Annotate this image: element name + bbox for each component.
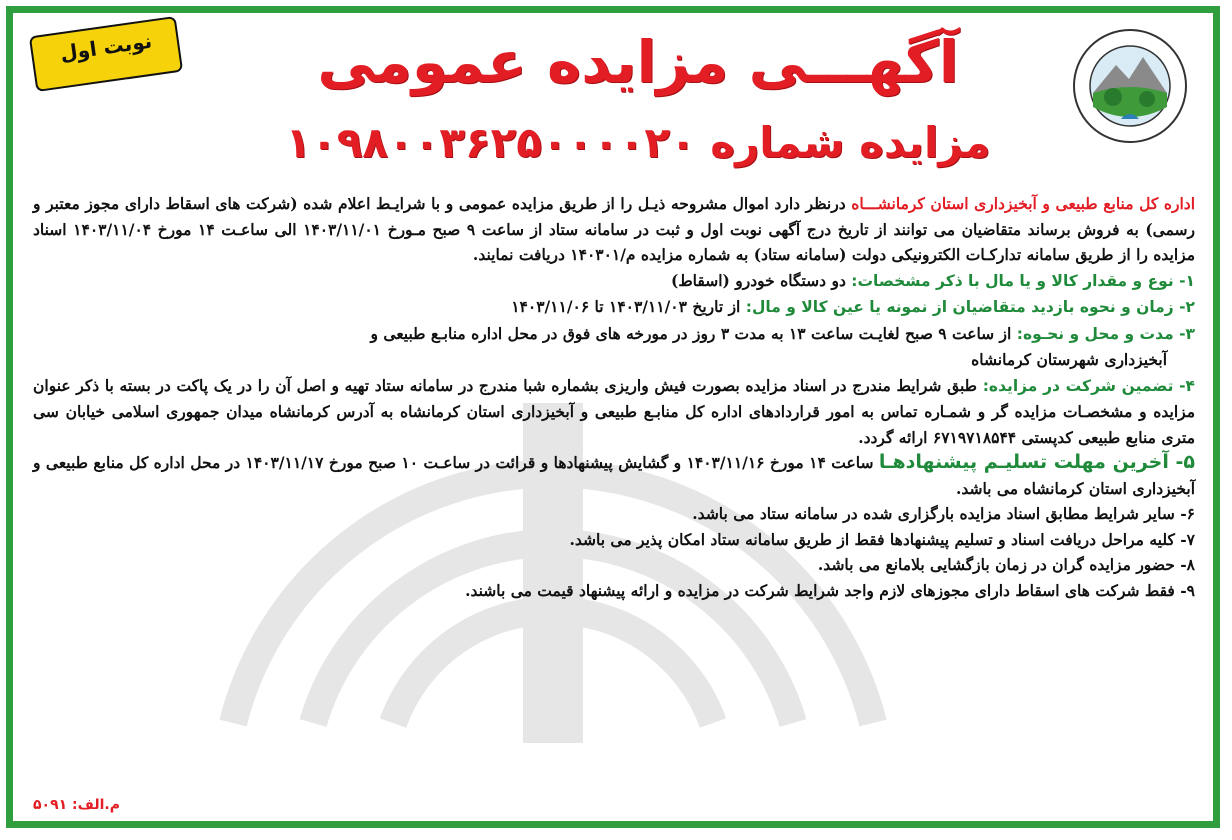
item-3-label: ۳- مدت و محل و نحـوه: <box>1016 324 1195 343</box>
advertisement-frame <box>6 6 1220 828</box>
auction-number: مزایده شماره ۱۰۹۸۰۰۳۶۲۵۰۰۰۰۲۰ <box>285 118 991 167</box>
page-title: آگهـــی مزایده عمومی <box>317 28 959 96</box>
item-5 <box>33 450 1195 501</box>
intro-text: درنظر دارد اموال مشروحه ذیـل را از طریق مزایده عمومی و با شرایـط اعلام شده (شرکت های اسقاط دارای مجوز معتبر و رسمی) به فروش برساند متقاضیان می توانند از تاریخ درج آگهی نوبت اول و ثبت در سامانه ستاد از ساعت ۹ صبح مـورخ ۱۴۰۳/۱۱/۰۱ الی ساعـت ۱۴ مورخ ۱۴۰۳/۱۱/۰۴ اسناد مزایده را از طریق سامانه تدارکـات الکترونیکی دولت (سامانه ستاد) به شماره مزایده م/۱۴۰۳۰۱ دریافت نمایند. <box>33 194 1196 264</box>
item-5-label: ۵- آخرین مهلت تسلیـم پیشنهادهـا <box>878 451 1195 473</box>
note-7: ۷- کلیه مراحل دریافت اسناد و تسلیم پیشنهادها فقط از طریق سامانه ستاد امکان پذیر می باشد. <box>569 529 1195 549</box>
item-3 <box>33 321 1195 348</box>
note-9: ۹- فقط شرکت های اسقاط دارای مجوزهای لازم واجد شرایط شرکت در مزایده و ارائه پیشنهاد قیمت می باشند. <box>465 580 1195 600</box>
note-6: ۶- سایر شرایط مطابق اسناد مزایده بارگزاری شده در سامانه ستاد می باشد. <box>692 504 1195 523</box>
item-1-label: ۱- نوع و مقدار کالا و یا مال با ذکر مشخصات: <box>851 271 1195 290</box>
item-2-text: از تاریخ ۱۴۰۳/۱۱/۰۳ تا ۱۴۰۳/۱۱/۰۶ <box>511 297 746 316</box>
item-2-label: ۲- زمان و نحوه بازدید متقاضیان از نمونه یا عین کالا و مال: <box>745 298 1195 316</box>
item-5-text: ساعت ۱۴ مورخ ۱۴۰۳/۱۱/۱۶ و گشایش پیشنهادها و قرائت در ساعـت ۱۰ صبح مورخ ۱۴۰۳/۱۱/۱۷ در محل اداره کل منابع طبیعی و آبخیزداری استان کرمانشاه می باشد. <box>33 453 1195 498</box>
item-4-label: ۴- تضمین شرکت در مزایده: <box>982 376 1195 395</box>
item-1-text: دو دستگاه خودرو (اسقاط) <box>670 270 852 290</box>
item-2 <box>33 294 1195 321</box>
natural-resources-logo-icon <box>1071 27 1189 145</box>
item-3-text: از ساعت ۹ صبح لغایـت ساعت ۱۳ به مدت ۳ روز در مورخه های فوق در محل اداره منابـع طبیعی و <box>370 323 1017 343</box>
item-1 <box>33 268 1195 295</box>
first-notice-badge: نوبت اول <box>58 28 154 66</box>
item-3-continued: آبخیزداری شهرستان کرمانشاه <box>971 350 1167 369</box>
announcement-body <box>33 191 1195 603</box>
item-4-text: طبق شرایط مندرج در اسناد مزایده بصورت فیش واریزی بشماره شبا مندرج در سامانه ستاد تهیه و اصل آن را در یک پاکت در بسته با ذکر عنوان مزایده و مشخصـات مزایده گر و شمـاره تماس به امور قراردادهای اداره کل منابـع طبیعی و آبخیزداری استان کرمانشاه به آدرس کرمانشاه میدان جمهوری اسلامی خیابان سی متری منابع طبیعی کدپستی ۶۷۱۹۷۱۸۵۴۴ ارائه گردد. <box>33 375 1195 447</box>
organization-name: اداره کل منابع طبیعی و آبخیزداری استان کرمانشـــاه <box>851 194 1195 213</box>
intro-paragraph <box>33 191 1195 268</box>
publication-code: م.الف: ۵۰۹۱ <box>33 797 120 813</box>
item-4 <box>33 373 1195 451</box>
note-8: ۸- حضور مزایده گران در زمان بازگشایی بلامانع می باشد. <box>817 555 1195 574</box>
